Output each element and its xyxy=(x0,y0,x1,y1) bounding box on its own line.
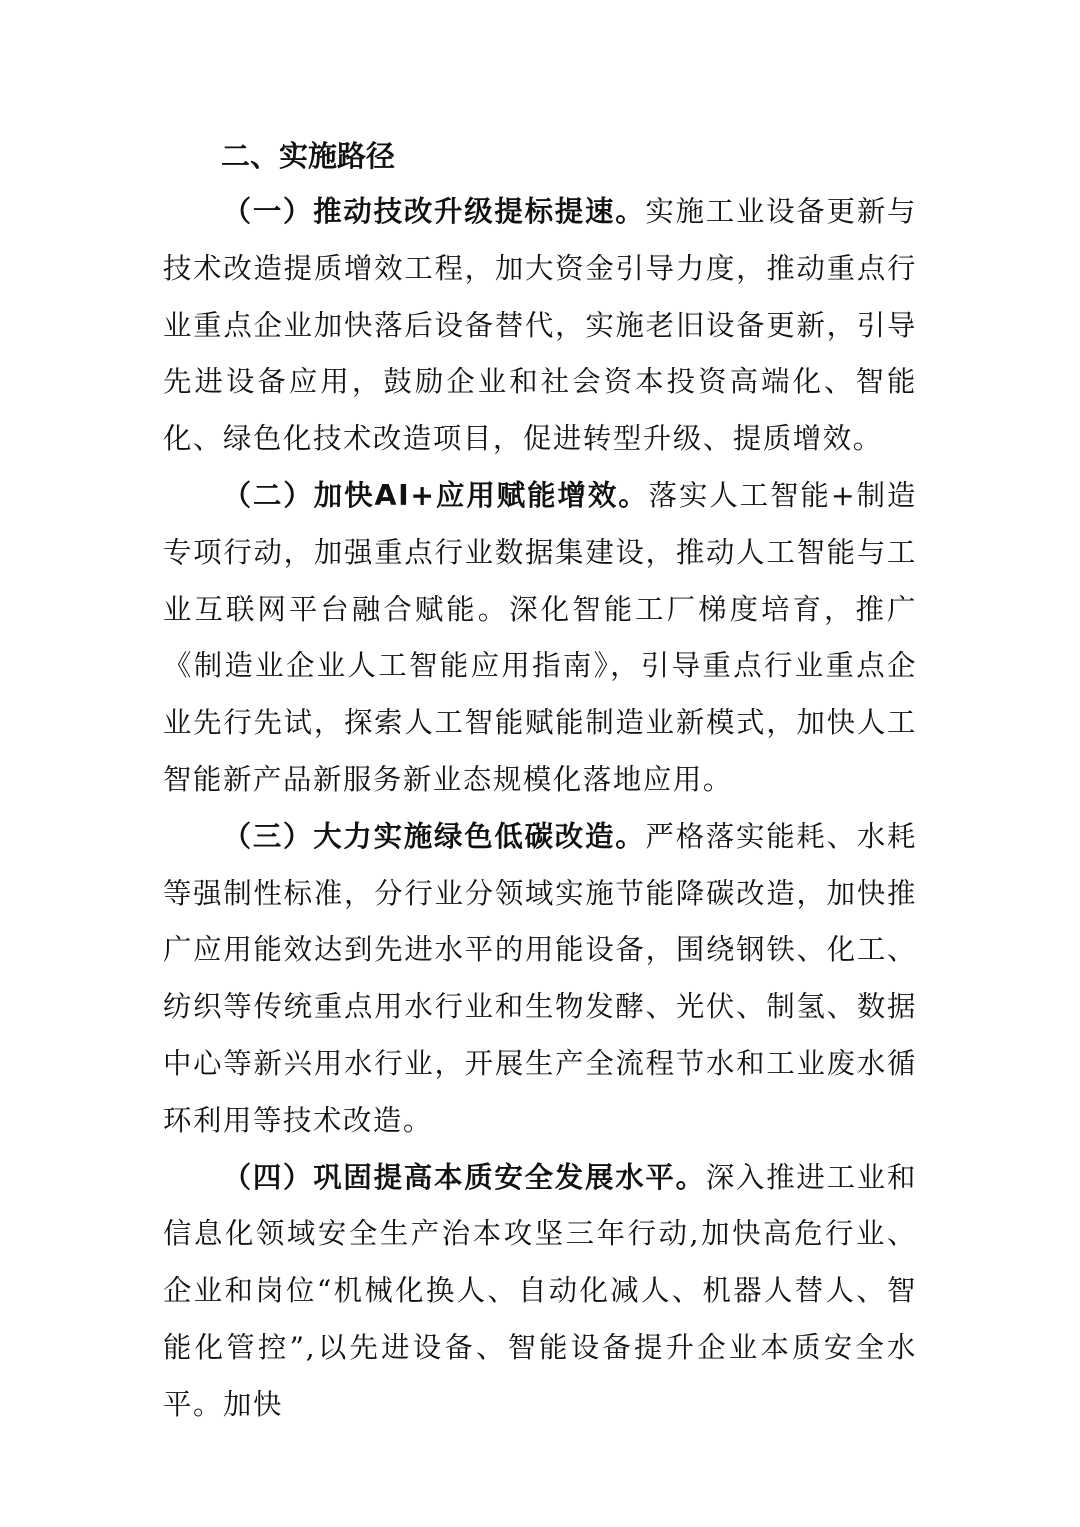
paragraph-2-title: （二）加快AI+应用赋能增效。 xyxy=(222,478,649,512)
paragraph-1-title: （一）推动技改升级提标提速。 xyxy=(222,195,646,228)
paragraph-3-text: 严格落实能耗、水耗等强制性标准，分行业分领域实施节能降碳改造，加快推广应用能效达到先进水平的用能设备，围绕钢铁、化工、纺织等传统重点用水行业和生物发酵、光伏、制氢、数据中心等新兴用水行业，开展生产全流程节水和工业废水循环利用等技术改造。 xyxy=(163,819,918,1137)
section-heading: 二、实施路径 xyxy=(221,139,396,173)
paragraph-1-text: 实施工业设备更新与技术改造提质增效工程，加大资金引导力度，推动重点行业重点企业加快落后设备替代，实施老旧设备更新，引导先进设备应用，鼓励企业和社会资本投资高端化、智能化、绿色化技术改造项目，促进转型升级、提质增效。 xyxy=(163,195,918,456)
paragraph-4 xyxy=(163,1150,917,1434)
paragraph-3-title: （三）大力实施绿色低碳改造。 xyxy=(222,819,646,853)
paragraph-2-text: 落实人工智能+制造专项行动，加强重点行业数据集建设，推动人工智能与工业互联网平台融合赋能。深化智能工厂梯度培育，推广《制造业企业人工智能应用指南》，引导重点行业重点企业先行先试，探索人工智能赋能制造业新模式，加快人工智能新产品新服务新业态规模化落地应用。 xyxy=(163,478,917,796)
paragraph-4-title: （四）巩固提高本质安全发展水平。 xyxy=(222,1160,706,1194)
document-body xyxy=(163,128,917,1434)
paragraph-3 xyxy=(163,809,917,1150)
paragraph-2 xyxy=(163,468,917,809)
paragraph-1 xyxy=(163,184,917,468)
paragraph-4-text: 深入推进工业和信息化领域安全生产治本攻坚三年行动,加快高危行业、企业和岗位“机械化换人、自动化减人、机器人替人、智能化管控”,以先进设备、智能设备提升企业本质安全水平。加快 xyxy=(163,1160,917,1421)
